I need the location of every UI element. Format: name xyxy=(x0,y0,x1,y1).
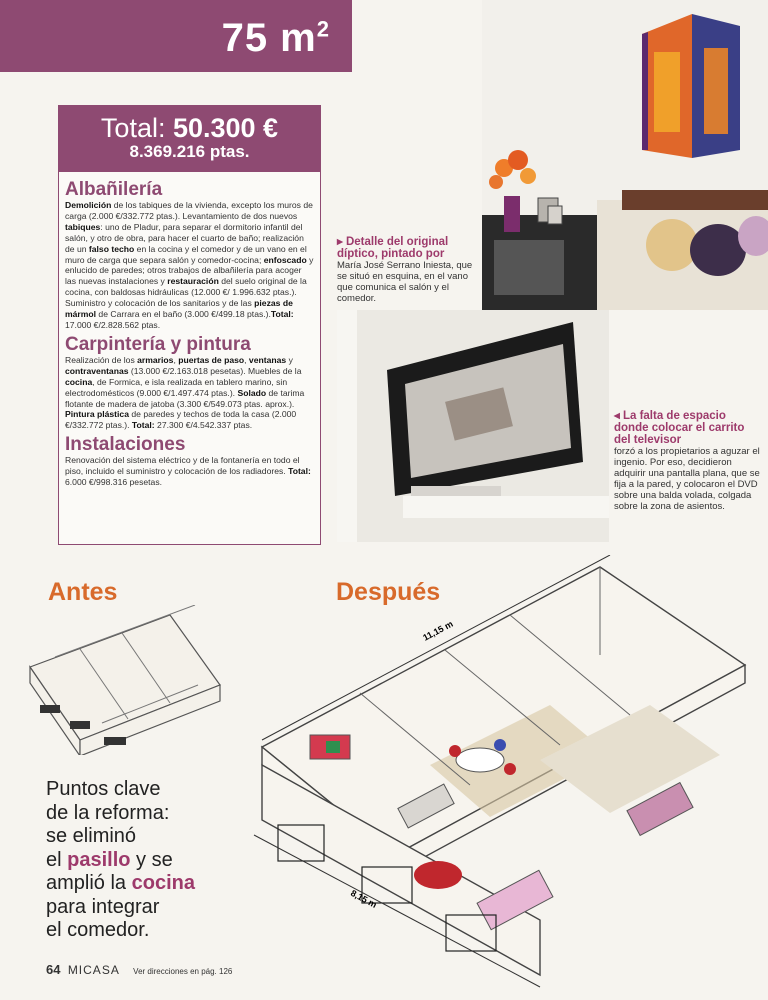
section-text: Demolición de los tabiques de la vivienda, excepto los muros de carga (2.000 €/332.772 ptas.). Levantamiento de dos nuevos tabiques: uno de Pladur, para separar el dormitorio infantil del salón, y otro de obra, para hacer el cuarto de baño; realización de un falso techo en la cocina y el comedor y de un vano en el muro de carga que separa salón y comedor-cocina; enfoscado y enlucido de paredes; otros trabajos de albañilería para acoger las nuevas instalaciones y restauración del suelo original de la cocina, con baldosas hidráulicas (12.000 €/ 1.996.632 ptas.). Suministro y colocación de los sanitarios y de las piezas de mármol de Carrara en el baño (3.000 €/499.18 ptas.).Total: 17.000 €/2.828.562 ptas. xyxy=(65,200,314,330)
plan-after-label: Después xyxy=(336,578,441,606)
address-reference: Ver direcciones en pág. 126 xyxy=(133,967,233,976)
key-line: amplió la cocina xyxy=(46,872,195,894)
caption-tv xyxy=(614,410,762,512)
living-room-illustration xyxy=(482,0,768,310)
section-title: Instalaciones xyxy=(65,434,186,456)
key-line: para integrar xyxy=(46,895,160,918)
tv-photo xyxy=(337,310,609,542)
section-text: Renovación del sistema eléctrico y de la fontanería en todo el piso, incluido el suministro y colocación de los radiadores. Total: 6.000 €/998.316 pesetas. xyxy=(65,455,311,488)
key-line: el comedor. xyxy=(46,919,150,941)
cost-breakdown-panel xyxy=(58,171,321,545)
key-points xyxy=(46,778,226,943)
magazine-name: MICASA xyxy=(67,963,120,977)
dim-short: 8,15 m xyxy=(349,887,379,910)
cost-total-line: Total: 50.300 € xyxy=(100,113,279,143)
cost-total-box xyxy=(58,105,321,171)
caption-diptych-title: ▸ Detalle del original díptico, pintado por xyxy=(337,236,449,260)
plan-before-drawing xyxy=(20,605,230,755)
dim-long: 11,15 m xyxy=(421,618,455,643)
area-title: 75 $m^2$ xyxy=(221,16,330,60)
header-band xyxy=(0,0,352,72)
section-title: Albañilería xyxy=(65,179,163,200)
section-title: Carpintería y pintura xyxy=(65,333,251,355)
caption-tv-title: ◂ La falta de espacio donde colocar el carrito del televisor xyxy=(614,410,745,446)
caption-tv-text: forzó a los propietarios a aguzar el ingenio. Por eso, decidieron adquirir una pantalla plana, que se fija a la pared, y colocaron el DVD sobre una balda volada, colgada sobre la zona de asientos. xyxy=(614,446,760,512)
section-carpinteria xyxy=(65,335,314,431)
key-line: de la reforma: xyxy=(46,801,170,824)
key-line: Puntos clave xyxy=(46,778,161,800)
page-footer xyxy=(46,962,232,977)
section-text: Realización de los armarios, puertas de paso, ventanas y contraventanas (13.000 €/2.163.018 pesetas). Muebles de la cocina, de Formica, e isla realizada en tablero marino, sin electrodomésticos (9.000 €/1.497.474 ptas.). Solado de tarima flotante de madera de jatoba (3.300 €/549.073 ptas. aprox.). Pintura plástica de paredes y techos de toda la casa (2.000 €/332.772 ptas.). Total: 27.300 €/4.542.337 ptas. xyxy=(65,354,305,431)
caption-diptych xyxy=(337,236,477,304)
page-number: 64 xyxy=(46,962,61,977)
key-line: se eliminó xyxy=(46,825,137,847)
caption-diptych-text: María José Serrano Iniesta, que se situó en esquina, en el vano que comunica el salón y el comedor. xyxy=(337,260,473,304)
section-instalaciones xyxy=(65,435,314,488)
plan-before-label: Antes xyxy=(48,578,118,606)
diptych-painting xyxy=(642,14,740,158)
tv-illustration xyxy=(337,310,609,542)
section-albanileria xyxy=(65,180,314,331)
cost-total-ptas: 8.369.216 ptas. xyxy=(129,142,250,161)
living-room-photo xyxy=(482,0,768,310)
plan-after-drawing xyxy=(250,555,755,990)
key-line: el pasillo y se xyxy=(46,848,173,871)
